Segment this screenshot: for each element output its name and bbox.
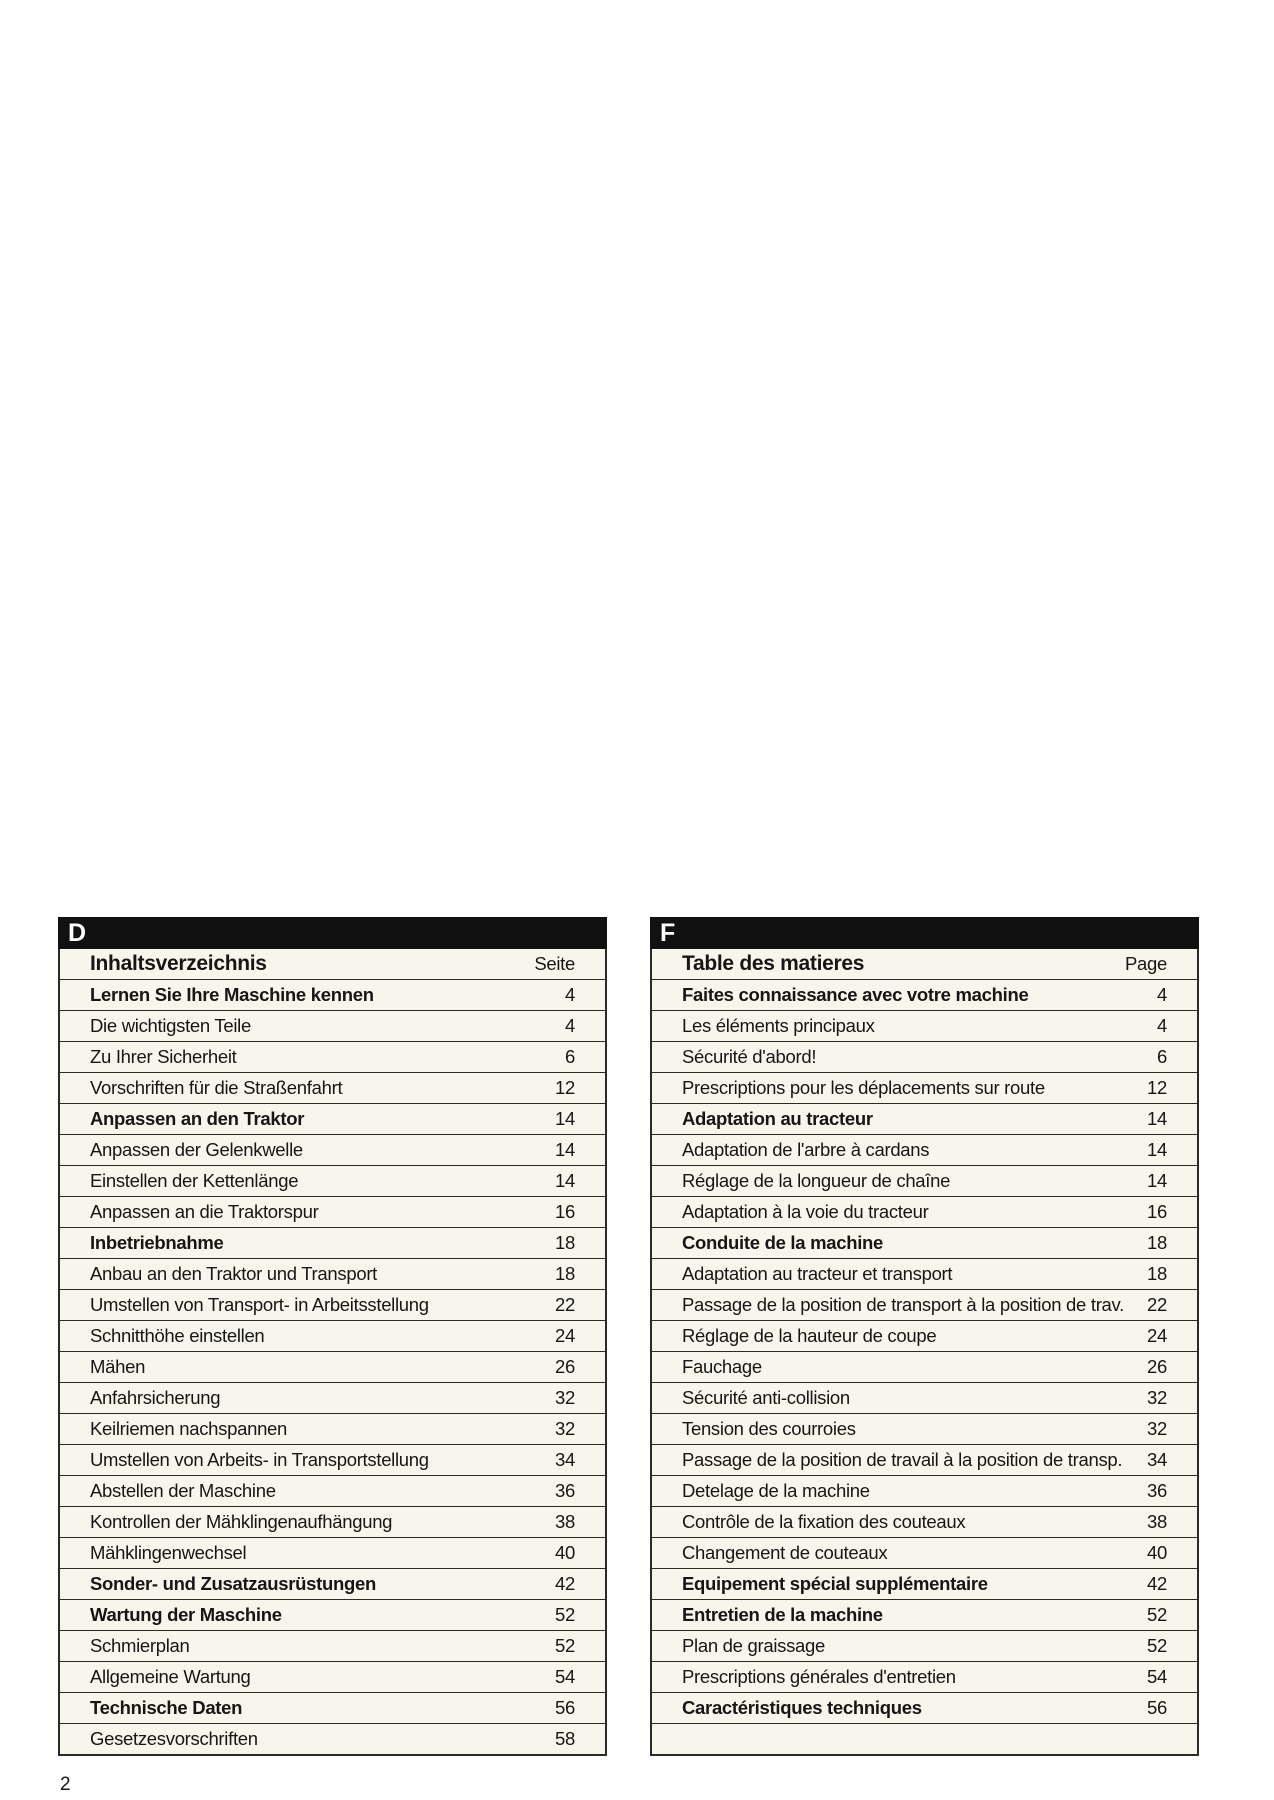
toc-entry bbox=[652, 1073, 1197, 1104]
toc-entry-label: Prescriptions pour les déplacements sur route bbox=[682, 1077, 1045, 1098]
toc-entry-page: 18 bbox=[555, 1263, 575, 1284]
toc-entry-label: Umstellen von Transport- in Arbeitsstellung bbox=[90, 1294, 429, 1315]
toc-entry-label: Mähklingenwechsel bbox=[90, 1542, 247, 1563]
toc-entry-label: Les éléments principaux bbox=[682, 1015, 875, 1036]
toc-entry-label: Changement de couteaux bbox=[682, 1542, 888, 1563]
toc-entry-label: Faites connaissance avec votre machine bbox=[682, 984, 1029, 1005]
toc-entry bbox=[60, 1476, 605, 1507]
toc-entry-page: 52 bbox=[1147, 1604, 1167, 1625]
toc-entry-page: 18 bbox=[1147, 1232, 1167, 1253]
toc-entry-label: Passage de la position de transport à la position de trav. bbox=[682, 1294, 1124, 1315]
toc-entry bbox=[60, 1662, 605, 1693]
toc-entry bbox=[60, 1197, 605, 1228]
toc-entry-label: Tension des courroies bbox=[682, 1418, 856, 1439]
toc-entry-label: Umstellen von Arbeits- in Transportstellung bbox=[90, 1449, 429, 1470]
toc-entry-page: 40 bbox=[1147, 1542, 1167, 1563]
toc-entry-page: 4 bbox=[1157, 984, 1167, 1005]
toc-entry-page: 54 bbox=[1147, 1666, 1167, 1687]
toc-table-fr bbox=[650, 949, 1199, 1756]
toc-entry-page: 16 bbox=[555, 1201, 575, 1222]
page-number: 2 bbox=[60, 1774, 71, 1795]
toc-entry bbox=[652, 1197, 1197, 1228]
toc-entry-page: 24 bbox=[1147, 1325, 1167, 1346]
page-column-header: Seite bbox=[534, 953, 575, 974]
toc-entry-label: Caractéristiques techniques bbox=[682, 1697, 922, 1718]
toc-entry bbox=[652, 1445, 1197, 1476]
toc-entry bbox=[652, 1042, 1197, 1073]
toc-entry bbox=[652, 1507, 1197, 1538]
toc-title: Inhaltsverzeichnis bbox=[90, 952, 267, 975]
toc-entry bbox=[60, 1693, 605, 1724]
toc-entry-page: 14 bbox=[555, 1139, 575, 1160]
toc-entry bbox=[60, 1042, 605, 1073]
toc-entry-label: Wartung der Maschine bbox=[90, 1604, 282, 1625]
toc-entry bbox=[652, 1135, 1197, 1166]
toc-entry bbox=[652, 1662, 1197, 1693]
toc-entry-label: Prescriptions générales d'entretien bbox=[682, 1666, 956, 1687]
toc-entry bbox=[60, 1228, 605, 1259]
toc-entry bbox=[652, 1259, 1197, 1290]
toc-entry bbox=[60, 1166, 605, 1197]
toc-entry-label: Adaptation au tracteur bbox=[682, 1108, 873, 1129]
page-column-header: Page bbox=[1124, 953, 1167, 974]
toc-entry bbox=[652, 1724, 1197, 1754]
toc-entry-page: 52 bbox=[555, 1635, 575, 1656]
toc-entry-label: Anbau an den Traktor und Transport bbox=[90, 1263, 378, 1284]
toc-entry-page: 6 bbox=[1157, 1046, 1167, 1067]
language-band-fr: F bbox=[650, 917, 1199, 949]
toc-entry-label: Passage de la position de travail à la position de transp. bbox=[682, 1449, 1123, 1470]
toc-entry bbox=[60, 1011, 605, 1042]
toc-entry-label: Contrôle de la fixation des couteaux bbox=[682, 1511, 966, 1532]
toc-entry bbox=[652, 1104, 1197, 1135]
toc-entry-page: 26 bbox=[555, 1356, 575, 1377]
toc-entry-label: Réglage de la longueur de chaîne bbox=[682, 1170, 951, 1191]
toc-entry-page: 14 bbox=[1147, 1170, 1167, 1191]
toc-entry-label: Conduite de la machine bbox=[682, 1232, 884, 1253]
toc-entry-label: Die wichtigsten Teile bbox=[90, 1015, 251, 1036]
toc-entry bbox=[652, 1352, 1197, 1383]
toc-entry-label: Lernen Sie Ihre Maschine kennen bbox=[90, 984, 374, 1005]
toc-entry bbox=[652, 1228, 1197, 1259]
toc-entry-label: Mähen bbox=[90, 1356, 146, 1377]
toc-entry bbox=[60, 1104, 605, 1135]
toc-entry-page: 4 bbox=[1157, 1015, 1167, 1036]
toc-entry bbox=[652, 1414, 1197, 1445]
toc-entry-page: 56 bbox=[555, 1697, 575, 1718]
toc-entry bbox=[60, 1724, 605, 1754]
toc-entry-label: Einstellen der Kettenlänge bbox=[90, 1170, 299, 1191]
toc-entry bbox=[60, 1352, 605, 1383]
toc-entry-page: 32 bbox=[1147, 1418, 1167, 1439]
toc-entry-page: 54 bbox=[555, 1666, 575, 1687]
toc-entry-label: Schnitthöhe einstellen bbox=[90, 1325, 265, 1346]
toc-entry-page: 4 bbox=[565, 1015, 575, 1036]
toc-entry-page: 42 bbox=[555, 1573, 575, 1594]
toc-entry-page: 58 bbox=[555, 1728, 575, 1749]
toc-entry bbox=[652, 1600, 1197, 1631]
toc-entry-label: Equipement spécial supplémentaire bbox=[682, 1573, 988, 1594]
toc-entry bbox=[60, 1538, 605, 1569]
toc-german bbox=[58, 917, 607, 1756]
toc-entry-label: Sécurité anti-collision bbox=[682, 1387, 850, 1408]
toc-entry-label: Adaptation à la voie du tracteur bbox=[682, 1201, 929, 1222]
toc-entry-label: Entretien de la machine bbox=[682, 1604, 883, 1625]
toc-entry-label: Anfahrsicherung bbox=[90, 1387, 221, 1408]
toc-entry-label: Sécurité d'abord! bbox=[682, 1046, 817, 1067]
toc-entry-label: Réglage de la hauteur de coupe bbox=[682, 1325, 937, 1346]
toc-entry bbox=[60, 1383, 605, 1414]
toc-entry-page: 32 bbox=[555, 1418, 575, 1439]
toc-entry-page: 4 bbox=[565, 984, 575, 1005]
toc-entry-page: 52 bbox=[1147, 1635, 1167, 1656]
toc-entry-page: 14 bbox=[555, 1170, 575, 1191]
toc-entry-page: 52 bbox=[555, 1604, 575, 1625]
toc-entry-page: 56 bbox=[1147, 1697, 1167, 1718]
toc-entry-page: 12 bbox=[555, 1077, 575, 1098]
toc-entry bbox=[652, 1290, 1197, 1321]
toc-entry-page: 14 bbox=[555, 1108, 575, 1129]
toc-entry-label: Allgemeine Wartung bbox=[90, 1666, 251, 1687]
toc-entry bbox=[60, 1445, 605, 1476]
toc-entry-page: 38 bbox=[555, 1511, 575, 1532]
toc-entry bbox=[60, 1569, 605, 1600]
toc-entry-page: 32 bbox=[1147, 1387, 1167, 1408]
toc-entry-label: Kontrollen der Mähklingenaufhängung bbox=[90, 1511, 393, 1532]
toc-entry-page: 12 bbox=[1147, 1077, 1167, 1098]
toc-french bbox=[650, 917, 1199, 1756]
toc-entry-page: 22 bbox=[555, 1294, 575, 1315]
toc-entry-label: Plan de graissage bbox=[682, 1635, 825, 1656]
toc-entry-label: Vorschriften für die Straßenfahrt bbox=[90, 1077, 343, 1098]
toc-entry-page: 14 bbox=[1147, 1108, 1167, 1129]
toc-entry-label: Schmierplan bbox=[90, 1635, 190, 1656]
toc-entry bbox=[60, 1600, 605, 1631]
toc-entry-page: 36 bbox=[1147, 1480, 1167, 1501]
toc-entry bbox=[652, 1321, 1197, 1352]
toc-entry-page: 18 bbox=[555, 1232, 575, 1253]
toc-entry bbox=[652, 1166, 1197, 1197]
toc-entry bbox=[60, 980, 605, 1011]
toc-entry bbox=[652, 1538, 1197, 1569]
toc-entry-label: Anpassen der Gelenkwelle bbox=[90, 1139, 303, 1160]
toc-entry bbox=[652, 1011, 1197, 1042]
toc-title-row bbox=[60, 949, 605, 980]
toc-entry-label: Adaptation de l'arbre à cardans bbox=[682, 1139, 930, 1160]
language-band-de: D bbox=[58, 917, 607, 949]
toc-entry bbox=[652, 1631, 1197, 1662]
toc-entry-page: 16 bbox=[1147, 1201, 1167, 1222]
toc-entry-label: Anpassen an die Traktorspur bbox=[90, 1201, 319, 1222]
toc-entry-label: Technische Daten bbox=[90, 1697, 243, 1718]
toc-entry bbox=[60, 1073, 605, 1104]
toc-entry bbox=[60, 1135, 605, 1166]
toc-entry-page: 18 bbox=[1147, 1263, 1167, 1284]
toc-entry bbox=[652, 980, 1197, 1011]
toc-entry-page: 36 bbox=[555, 1480, 575, 1501]
toc-entry-page: 14 bbox=[1147, 1139, 1167, 1160]
toc-entry-page: 34 bbox=[1147, 1449, 1167, 1470]
toc-title-row bbox=[652, 949, 1197, 980]
toc-entry bbox=[60, 1290, 605, 1321]
toc-entry-label: Fauchage bbox=[682, 1356, 762, 1377]
toc-entry-label: Abstellen der Maschine bbox=[90, 1480, 276, 1501]
toc-entry-label: Sonder- und Zusatzausrüstungen bbox=[90, 1573, 376, 1594]
toc-entry-page: 26 bbox=[1147, 1356, 1167, 1377]
toc-entry-label: Detelage de la machine bbox=[682, 1480, 870, 1501]
toc-entry-label: Adaptation au tracteur et transport bbox=[682, 1263, 953, 1284]
toc-entry bbox=[652, 1476, 1197, 1507]
toc-entry bbox=[60, 1631, 605, 1662]
toc-entry bbox=[60, 1507, 605, 1538]
toc-entry-page: 32 bbox=[555, 1387, 575, 1408]
toc-entry-page: 40 bbox=[555, 1542, 575, 1563]
toc-entry bbox=[652, 1693, 1197, 1724]
toc-entry-label: Gesetzesvorschriften bbox=[90, 1728, 258, 1749]
toc-entry bbox=[60, 1259, 605, 1290]
toc-entry-label: Inbetriebnahme bbox=[90, 1232, 224, 1253]
toc-table-de bbox=[58, 949, 607, 1756]
toc-entry-page: 22 bbox=[1147, 1294, 1167, 1315]
toc-entry bbox=[60, 1414, 605, 1445]
toc-entry bbox=[652, 1383, 1197, 1414]
toc-entry-page: 34 bbox=[555, 1449, 575, 1470]
toc-entry-label: Keilriemen nachspannen bbox=[90, 1418, 288, 1439]
toc-title: Table des matieres bbox=[682, 952, 865, 975]
toc-entry-page: 6 bbox=[565, 1046, 575, 1067]
toc-entry-label: Anpassen an den Traktor bbox=[90, 1108, 305, 1129]
toc-entry bbox=[652, 1569, 1197, 1600]
toc-entry-page: 24 bbox=[555, 1325, 575, 1346]
toc-entry bbox=[60, 1321, 605, 1352]
toc-entry-label: Zu Ihrer Sicherheit bbox=[90, 1046, 237, 1067]
toc-entry-page: 38 bbox=[1147, 1511, 1167, 1532]
toc-entry-page: 42 bbox=[1147, 1573, 1167, 1594]
